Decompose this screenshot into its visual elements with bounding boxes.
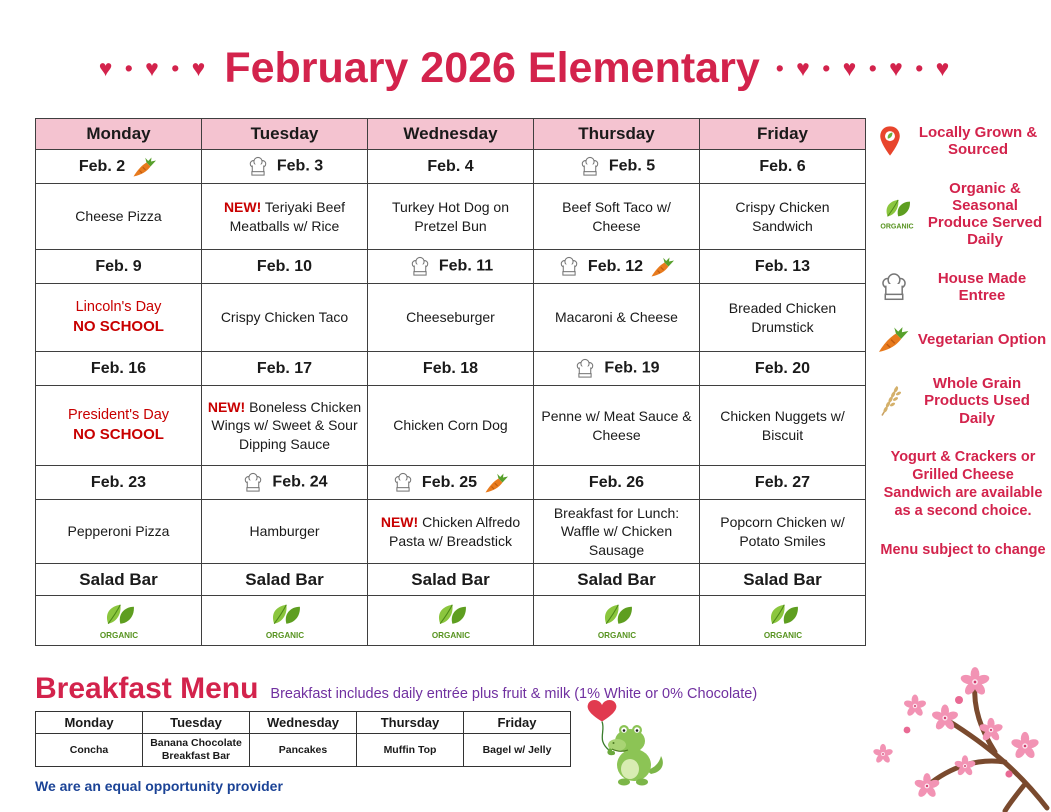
organic-leaf-icon <box>96 601 142 641</box>
day-header-thursday: Thursday <box>534 119 700 150</box>
meal-cell <box>368 184 534 250</box>
breakfast-item-cell: Banana Chocolate Breakfast Bar <box>143 734 250 767</box>
breakfast-item-cell: Bagel w/ Jelly <box>464 734 571 767</box>
salad-bar-cell: Salad Bar <box>36 564 202 596</box>
date-label: Feb. 5 <box>608 157 656 175</box>
title-row <box>0 44 1051 93</box>
organic-leaf-icon <box>760 601 806 641</box>
day-header-wednesday: Wednesday <box>368 119 534 150</box>
legend-label: Whole Grain Products Used Daily <box>924 375 1030 427</box>
legend-label: Vegetarian Option <box>917 330 1047 348</box>
organic-cell <box>700 596 866 646</box>
breakfast-item-cell: Pancakes <box>250 734 357 767</box>
meal-text: NEW! Chicken Alfredo Pasta w/ Breadstick <box>380 514 521 549</box>
date-cell-feb-23 <box>36 466 202 500</box>
date-label: Feb. 12 <box>587 257 644 275</box>
organic-cell <box>534 596 700 646</box>
svg-text:ORGANIC: ORGANIC <box>597 630 636 640</box>
meal-cell <box>368 284 534 352</box>
legend-item-chef-hat <box>877 270 1049 305</box>
calendar-header-row <box>36 119 866 150</box>
meal-text: Turkey Hot Dog on Pretzel Bun <box>392 199 509 234</box>
hearts-decoration-right: • ♥ • ♥ • ♥ • ♥ <box>775 55 953 81</box>
date-cell-feb-19 <box>534 352 700 386</box>
chef-hat-icon <box>578 156 602 177</box>
meal-cell <box>700 386 866 466</box>
chef-hat-icon <box>391 472 415 493</box>
breakfast-item-cell: Muffin Top <box>357 734 464 767</box>
date-cell-feb-11 <box>368 250 534 284</box>
breakfast-items-row <box>36 734 571 767</box>
date-row <box>36 466 866 500</box>
meal-cell <box>36 386 202 466</box>
meal-cell <box>700 184 866 250</box>
meal-text: Cheeseburger <box>406 309 495 326</box>
meal-row <box>36 386 866 466</box>
date-label: Feb. 18 <box>422 359 479 377</box>
meal-cell <box>534 386 700 466</box>
day-header-friday: Friday <box>700 119 866 150</box>
meal-text: Chicken Corn Dog <box>393 417 508 434</box>
date-row <box>36 352 866 386</box>
date-cell-feb-13 <box>700 250 866 284</box>
breakfast-title: Breakfast Menu <box>35 672 259 705</box>
new-item-flag: NEW! <box>223 199 262 216</box>
meal-cell <box>36 184 202 250</box>
breakfast-section <box>35 672 815 794</box>
salad-bar-cell: Salad Bar <box>202 564 368 596</box>
chef-hat-icon <box>557 256 581 277</box>
legend-label: Locally Grown & Sourced <box>918 124 1038 159</box>
meal-cell <box>202 184 368 250</box>
breakfast-day-header-thursday: Thursday <box>357 712 464 734</box>
no-school-label: NO SCHOOL <box>73 426 164 444</box>
date-label: Feb. 17 <box>256 359 313 377</box>
salad-bar-cell: Salad Bar <box>368 564 534 596</box>
legend-item-organic-leaf <box>877 180 1049 249</box>
date-label: Feb. 24 <box>272 473 328 491</box>
date-cell-feb-2 <box>36 150 202 184</box>
date-cell-feb-12 <box>534 250 700 284</box>
meal-text: Pepperoni Pizza <box>67 523 170 540</box>
breakfast-header <box>35 672 815 706</box>
salad-bar-row <box>36 564 866 596</box>
breakfast-subtitle: Breakfast includes daily entrée plus fruit & milk (1% White or 0% Chocolate) <box>270 686 758 702</box>
legend-item-location-pin <box>877 124 1049 159</box>
date-label: Feb. 26 <box>588 473 645 491</box>
carrot-icon <box>877 325 911 354</box>
meal-text: NEW! Boneless Chicken Wings w/ Sweet & Sour Dipping Sauce <box>207 399 362 452</box>
page-title: February 2026 Elementary <box>224 44 760 92</box>
chef-hat-icon <box>408 256 432 277</box>
organic-leaf-icon <box>262 601 308 641</box>
meal-text: Chicken Nuggets w/ Biscuit <box>720 408 845 443</box>
breakfast-day-header-tuesday: Tuesday <box>143 712 250 734</box>
date-label: Feb. 6 <box>759 157 806 175</box>
date-label: Feb. 23 <box>90 473 147 491</box>
legend-item-carrot <box>877 325 1049 354</box>
meal-row <box>36 184 866 250</box>
date-label: Feb. 20 <box>754 359 811 377</box>
meal-cell <box>700 500 866 564</box>
day-header-tuesday: Tuesday <box>202 119 368 150</box>
breakfast-item-cell: Concha <box>36 734 143 767</box>
date-cell-feb-26 <box>534 466 700 500</box>
meal-text: Cheese Pizza <box>75 208 162 225</box>
meal-cell <box>202 500 368 564</box>
date-label: Feb. 25 <box>421 473 478 491</box>
date-cell-feb-3 <box>202 150 368 184</box>
crocodile-with-heart-balloon-illustration <box>572 692 672 790</box>
date-cell-feb-10 <box>202 250 368 284</box>
meal-text: Macaroni & Cheese <box>555 309 678 326</box>
breakfast-day-header-monday: Monday <box>36 712 143 734</box>
date-label: Feb. 3 <box>276 157 324 175</box>
svg-text:ORGANIC: ORGANIC <box>431 630 470 640</box>
date-label: Feb. 9 <box>95 257 142 275</box>
meal-text: Popcorn Chicken w/ Potato Smiles <box>720 514 845 549</box>
no-school-label: NO SCHOOL <box>73 318 164 336</box>
breakfast-table <box>35 711 571 767</box>
chef-hat-icon <box>241 472 265 493</box>
meal-cell <box>534 500 700 564</box>
organic-cell <box>36 596 202 646</box>
meal-row <box>36 284 866 352</box>
date-cell-feb-4 <box>368 150 534 184</box>
breakfast-header-row <box>36 712 571 734</box>
legend-label: House Made Entree <box>937 269 1027 304</box>
date-cell-feb-9 <box>36 250 202 284</box>
organic-leaf-icon <box>428 601 474 641</box>
date-cell-feb-27 <box>700 466 866 500</box>
meal-text: Beef Soft Taco w/ Cheese <box>562 199 671 234</box>
chef-hat-icon <box>877 272 911 302</box>
new-item-flag: NEW! <box>207 399 246 416</box>
meal-text: NEW! Teriyaki Beef Meatballs w/ Rice <box>223 199 346 234</box>
date-label: Feb. 27 <box>754 473 811 491</box>
chef-hat-icon <box>246 156 270 177</box>
date-cell-feb-18 <box>368 352 534 386</box>
date-cell-feb-5 <box>534 150 700 184</box>
meal-cell <box>36 284 202 352</box>
chef-hat-icon <box>573 358 597 379</box>
date-label: Feb. 13 <box>754 257 811 275</box>
salad-bar-cell: Salad Bar <box>700 564 866 596</box>
day-header-monday: Monday <box>36 119 202 150</box>
svg-text:ORGANIC: ORGANIC <box>763 630 802 640</box>
organic-row <box>36 596 866 646</box>
meal-cell <box>202 284 368 352</box>
meal-text: Breakfast for Lunch: Waffle w/ Chicken Sausage <box>553 505 680 558</box>
organic-cell <box>368 596 534 646</box>
carrot-icon <box>650 256 676 278</box>
hearts-decoration-left: ♥ • ♥ • ♥ <box>98 55 209 81</box>
organic-cell <box>202 596 368 646</box>
meal-cell <box>534 184 700 250</box>
date-cell-feb-17 <box>202 352 368 386</box>
cherry-blossom-illustration <box>819 654 1051 812</box>
meal-cell <box>36 500 202 564</box>
svg-text:ORGANIC: ORGANIC <box>880 223 914 231</box>
holiday-name: Lincoln's Day <box>75 299 162 316</box>
second-choice-note: Yogurt & Crackers or Grilled Cheese Sandwich are available as a second choice. <box>883 448 1043 520</box>
location-pin-icon <box>877 124 903 158</box>
salad-bar-cell: Salad Bar <box>534 564 700 596</box>
date-label: Feb. 4 <box>427 157 474 175</box>
date-row <box>36 250 866 284</box>
date-label: Feb. 10 <box>256 257 313 275</box>
organic-leaf-icon <box>877 197 917 231</box>
date-label: Feb. 19 <box>604 359 660 377</box>
date-cell-feb-20 <box>700 352 866 386</box>
date-row <box>36 150 866 184</box>
meal-row <box>36 500 866 564</box>
date-cell-feb-24 <box>202 466 368 500</box>
date-cell-feb-6 <box>700 150 866 184</box>
lunch-calendar <box>35 118 866 646</box>
meal-text: Crispy Chicken Taco <box>220 309 349 326</box>
date-cell-feb-16 <box>36 352 202 386</box>
equal-opportunity-note: We are an equal opportunity provider <box>35 778 283 794</box>
legend-sidebar <box>877 124 1049 559</box>
meal-cell <box>368 386 534 466</box>
svg-text:ORGANIC: ORGANIC <box>99 630 138 640</box>
meal-cell <box>700 284 866 352</box>
meal-text: Breaded Chicken Drumstick <box>728 300 837 335</box>
meal-cell <box>534 284 700 352</box>
legend-item-wheat <box>877 375 1049 427</box>
carrot-icon <box>484 472 510 494</box>
date-label: Feb. 11 <box>438 257 494 275</box>
meal-cell <box>202 386 368 466</box>
wheat-icon <box>877 382 901 419</box>
meal-text: Penne w/ Meat Sauce & Cheese <box>541 408 692 443</box>
legend-label: Organic & Seasonal Produce Served Daily <box>927 179 1043 249</box>
date-label: Feb. 16 <box>90 359 147 377</box>
meal-cell <box>368 500 534 564</box>
organic-leaf-icon <box>594 601 640 641</box>
menu-subject-to-change-note: Menu subject to change <box>880 542 1046 559</box>
new-item-flag: NEW! <box>380 514 419 531</box>
holiday-name: President's Day <box>67 407 170 424</box>
meal-text: Crispy Chicken Sandwich <box>735 199 830 234</box>
carrot-icon <box>132 156 158 178</box>
breakfast-day-header-friday: Friday <box>464 712 571 734</box>
breakfast-day-header-wednesday: Wednesday <box>250 712 357 734</box>
svg-text:ORGANIC: ORGANIC <box>265 630 304 640</box>
date-cell-feb-25 <box>368 466 534 500</box>
meal-text: Hamburger <box>249 523 320 540</box>
date-label: Feb. 2 <box>78 157 126 175</box>
